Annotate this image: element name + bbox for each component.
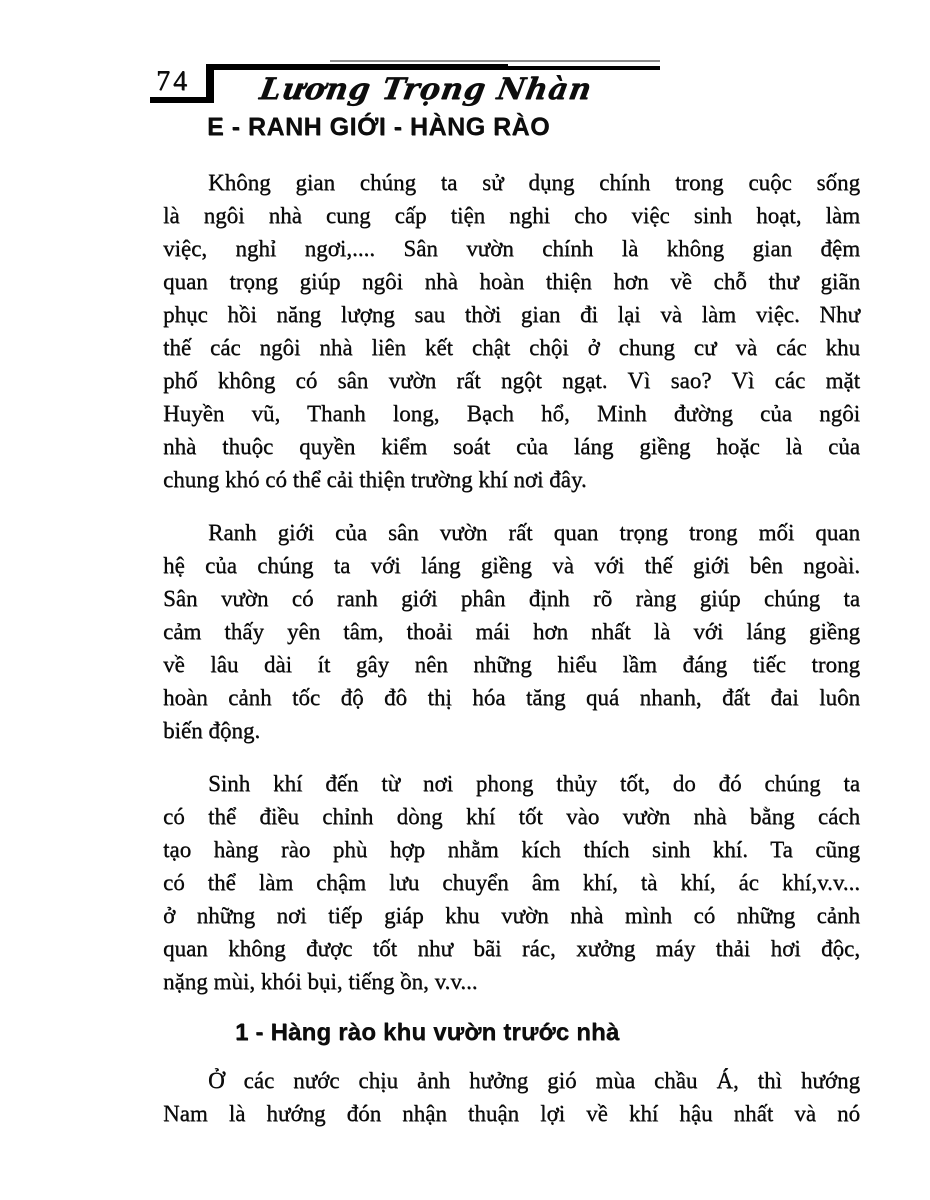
text-line: chung khó có thể cải thiện trường khí nơi đây. bbox=[163, 467, 587, 492]
text-line: biến động. bbox=[163, 718, 261, 743]
text-line: ở những nơi tiếp giáp khu vườn nhà mình có những cảnh bbox=[163, 903, 860, 928]
text-line: thế các ngôi nhà liên kết chật chội ở chung cư và các khu bbox=[163, 335, 860, 360]
paragraph bbox=[163, 1064, 860, 1130]
text-line: Sinh khí đến từ nơi phong thủy tốt, do đó chúng ta bbox=[208, 771, 860, 796]
text-line: nhà thuộc quyền kiểm soát của láng giềng hoặc là của bbox=[163, 434, 860, 459]
page-number: 74 bbox=[156, 66, 190, 97]
text-line: việc, nghỉ ngơi,.... Sân vườn chính là không gian đệm bbox=[163, 236, 860, 261]
text-line: Huyền vũ, Thanh long, Bạch hổ, Minh đường của ngôi bbox=[163, 401, 860, 426]
section-heading: E - RANH GIỚI - HÀNG RÀO bbox=[207, 113, 551, 141]
header-ghost-rule bbox=[330, 60, 660, 62]
text-line: quan không được tốt như bãi rác, xưởng máy thải hơi độc, bbox=[163, 936, 860, 961]
text-line: phố không có sân vườn rất ngột ngạt. Vì sao? Vì các mặt bbox=[163, 368, 860, 393]
text-line: cảm thấy yên tâm, thoải mái hơn nhất là với láng giềng bbox=[163, 619, 860, 644]
text-line: nặng mùi, khói bụi, tiếng ồn, v.v... bbox=[163, 969, 478, 994]
header-top-rule-segment bbox=[480, 66, 660, 70]
text-line: có thể làm chậm lưu chuyển âm khí, tà khí, ác khí,v.v... bbox=[163, 870, 860, 895]
page-number-underline-rule bbox=[150, 97, 214, 103]
text-line: Ranh giới của sân vườn rất quan trọng trong mối quan bbox=[208, 520, 860, 545]
paragraph bbox=[163, 767, 860, 998]
text-line: hoàn cảnh tốc độ đô thị hóa tăng quá nhanh, đất đai luôn bbox=[163, 685, 860, 710]
paragraph bbox=[163, 516, 860, 747]
subsection-heading: 1 - Hàng rào khu vườn trước nhà bbox=[235, 1019, 620, 1046]
text-line: là ngôi nhà cung cấp tiện nghi cho việc sinh hoạt, làm bbox=[163, 203, 860, 228]
author-name: Lương Trọng Nhàn bbox=[256, 72, 595, 107]
text-line: Sân vườn có ranh giới phân định rõ ràng giúp chúng ta bbox=[163, 586, 860, 611]
text-line: về lâu dài ít gây nên những hiểu lầm đáng tiếc trong bbox=[163, 652, 860, 677]
header-top-rule bbox=[206, 64, 508, 70]
paragraph bbox=[163, 166, 860, 496]
text-line: tạo hàng rào phù hợp nhằm kích thích sinh khí. Ta cũng bbox=[163, 837, 860, 862]
page-content bbox=[163, 112, 860, 1150]
text-line: Nam là hướng đón nhận thuận lợi về khí hậu nhất và nó bbox=[163, 1101, 860, 1126]
text-line: Không gian chúng ta sử dụng chính trong cuộc sống bbox=[208, 170, 860, 195]
text-line: Ở các nước chịu ảnh hưởng gió mùa chầu Á, thì hướng bbox=[208, 1068, 860, 1093]
text-line: hệ của chúng ta với láng giềng và với thế giới bên ngoài. bbox=[163, 553, 860, 578]
text-line: quan trọng giúp ngôi nhà hoàn thiện hơn về chỗ thư giãn bbox=[163, 269, 860, 294]
text-line: phục hồi năng lượng sau thời gian đi lại và làm việc. Như bbox=[163, 302, 860, 327]
text-line: có thể điều chỉnh dòng khí tốt vào vườn nhà bằng cách bbox=[163, 804, 860, 829]
